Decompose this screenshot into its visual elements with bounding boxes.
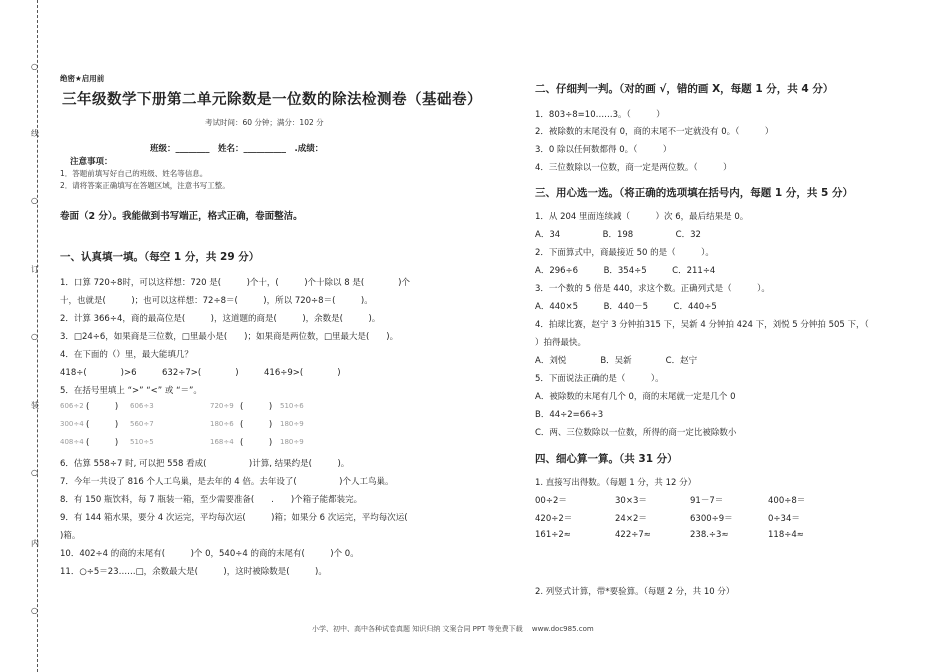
compare-item: 606÷2 <box>60 402 84 410</box>
page-title: 三年级数学下册第二单元除数是一位数的除法检测卷（基础卷） <box>62 92 482 108</box>
notice-item: 2．请将答案正确填写在答题区域，注意书写工整。 <box>60 181 230 190</box>
sub-heading: 2. 列竖式计算，带*要验算。（每题 2 分，共 10 分） <box>535 587 735 597</box>
question-line: ）拍得最快。 <box>535 338 587 348</box>
question-line: 2．计算 366÷4，商的最高位是( )，这道题的商是( )，余数是( )。 <box>60 314 381 324</box>
question-line: 7．今年一共设了 816 个人工鸟巢，是去年的 4 倍。去年设了( )个人工鸟巢。 <box>60 477 394 487</box>
compare-item: 300÷4 <box>60 420 84 428</box>
blank-paren: ( ) <box>240 420 273 430</box>
secret-label: 绝密★启用前 <box>60 74 105 83</box>
blank-paren: ( ) <box>86 402 119 412</box>
blank-paren: ( ) <box>86 438 119 448</box>
question-line: 2．下面算式中，商最接近 50 的是（ ）。 <box>535 248 714 258</box>
question-line: 8．有 150 瓶饮料，每 7 瓶装一箱，至少需要准备( . )个箱子能都装完。 <box>60 495 363 505</box>
question-line: 3．□24÷6，如果商是三位数，□里最小是( )；如果商是两位数，□里最大是( )。 <box>60 332 399 342</box>
margin-char: ○ <box>31 196 38 205</box>
margin-char: ○ <box>31 332 38 341</box>
sub-heading: 1. 直接写出得数。（每题 1 分，共 12 分） <box>535 478 697 488</box>
neatness-note: 卷面（2 分）。我能做到书写端正，格式正确，卷面整洁。 <box>60 211 303 222</box>
question-line: 1．口算 720÷8时，可以这样想：720 是( )个十，( )个十除以 8 是( )个 <box>60 278 411 288</box>
compare-item: 560÷7 <box>130 420 154 428</box>
question-line: 4．在下面的（）里，最大能填几？ <box>60 350 193 360</box>
calc-item: 00÷2＝ <box>535 496 567 506</box>
question-line: 1．从 204 里面连续减（ ）次 6，最后结果是 0。 <box>535 212 749 222</box>
question-line: 9．有 144 箱水果，要分 4 次运完，平均每次运( )箱；如果分 6 次运完，平均每次运( <box>60 513 408 523</box>
margin-char: ○ <box>31 606 38 615</box>
option-line: A．34 B．198 C．32 <box>535 230 701 240</box>
calc-item: 420÷2＝ <box>535 514 573 524</box>
compare-item: 720÷9 <box>210 402 234 410</box>
option-line: C．两、三位数除以一位数，所得的商一定比被除数小 <box>535 428 737 438</box>
calc-item: 0÷34＝ <box>768 514 800 524</box>
question-line: 4．拍球比赛，赵宁 3 分钟拍315 下，吴新 4 分钟拍 424 下，刘悦 5 分钟拍 505 下，（ <box>535 320 869 330</box>
blank-paren: ( ) <box>240 402 273 412</box>
calc-item: 400÷8＝ <box>768 496 806 506</box>
margin-char: ○ <box>31 468 38 477</box>
question-line: )箱。 <box>60 531 81 541</box>
calc-item: 24×2＝ <box>615 514 647 524</box>
question-line: 十，也就是( )；也可以这样想：72÷8＝( )，所以 720÷8＝( )。 <box>60 296 373 306</box>
option-line: A．296÷6 B．354÷5 C．211÷4 <box>535 266 716 276</box>
margin-char: 装 <box>31 401 39 410</box>
calc-item: 422÷7≈ <box>615 530 651 540</box>
compare-item: 180÷6 <box>210 420 234 428</box>
question-line: 1．803÷8=10……3。（ ） <box>535 110 665 120</box>
calc-item: 30×3＝ <box>615 496 647 506</box>
calc-item: 6300÷9＝ <box>690 514 733 524</box>
notice-item: 1．答题前填写好自己的班级、姓名等信息。 <box>60 169 208 178</box>
option-line: A．刘悦 B．吴新 C．赵宁 <box>535 356 698 366</box>
question-line: 5．下面说法正确的是（ ）。 <box>535 374 664 384</box>
option-line: A．440×5 B．440－5 C．440÷5 <box>535 302 717 312</box>
question-line: 3．一个数的 5 倍是 440，求这个数。正确列式是（ ）。 <box>535 284 770 294</box>
calc-item: 238.÷3≈ <box>690 530 729 540</box>
question-line: 2．被除数的末尾没有 0，商的末尾不一定就没有 0。（ ） <box>535 127 774 137</box>
margin-char: 订 <box>31 265 39 274</box>
footer-text: 小学、初中、高中各种试卷真题 知识归纳 文案合同 PPT 等免费下载 www.doc985.com <box>312 625 594 633</box>
calc-item: 118÷4≈ <box>768 530 804 540</box>
calc-item: 161÷2≈ <box>535 530 571 540</box>
exam-info: 考试时间：60 分钟；满分：102 分 <box>205 118 324 127</box>
student-fields: 班级：________ 姓名：__________ .成绩： <box>150 144 324 154</box>
blank-paren: ( ) <box>240 438 273 448</box>
compare-item: 510÷6 <box>280 402 304 410</box>
calc-item: 91－7＝ <box>690 496 724 506</box>
section1-title: 一、认真填一填。（每空 1 分，共 29 分） <box>60 251 260 263</box>
compare-item: 180÷9 <box>280 438 304 446</box>
margin-char: ○ <box>31 62 38 71</box>
compare-item: 606÷3 <box>130 402 154 410</box>
question-line: 4．三位数除以一位数，商一定是两位数。（ ） <box>535 163 732 173</box>
question-line: 11．○÷5＝23……□，余数最大是( )，这时被除数是( )。 <box>60 567 327 577</box>
notice-title: 注意事项： <box>70 157 113 167</box>
section2-title: 二、仔细判一判。（对的画 √，错的画 X，每题 1 分，共 4 分） <box>535 83 834 95</box>
option-line: A．被除数的末尾有几个 0，商的末尾就一定是几个 0 <box>535 392 736 402</box>
compare-item: 408÷4 <box>60 438 84 446</box>
compare-item: 168÷4 <box>210 438 234 446</box>
compare-item: 180÷9 <box>280 420 304 428</box>
question-line: 5．在括号里填上 “>” “<” 或 “＝”。 <box>60 386 202 396</box>
margin-char: 内 <box>31 539 39 548</box>
margin-char: 线 <box>31 129 39 138</box>
question-line: 3．0 除以任何数都得 0。（ ） <box>535 145 672 155</box>
compare-item: 510÷5 <box>130 438 154 446</box>
section3-title: 三、用心选一选。（将正确的选项填在括号内，每题 1 分，共 5 分） <box>535 187 853 199</box>
question-line: 418÷( )>6 632÷7>( ) 416÷9>( ) <box>60 368 341 378</box>
section4-title: 四、细心算一算。（共 31 分） <box>535 453 678 465</box>
question-line: 6．估算 558÷7 时, 可以把 558 看成( )计算, 结果约是( )。 <box>60 459 350 469</box>
blank-paren: ( ) <box>86 420 119 430</box>
question-line: 10．402÷4 的商的末尾有( )个 0，540÷4 的商的末尾有( )个 0。 <box>60 549 359 559</box>
option-line: B．44÷2=66÷3 <box>535 410 604 420</box>
